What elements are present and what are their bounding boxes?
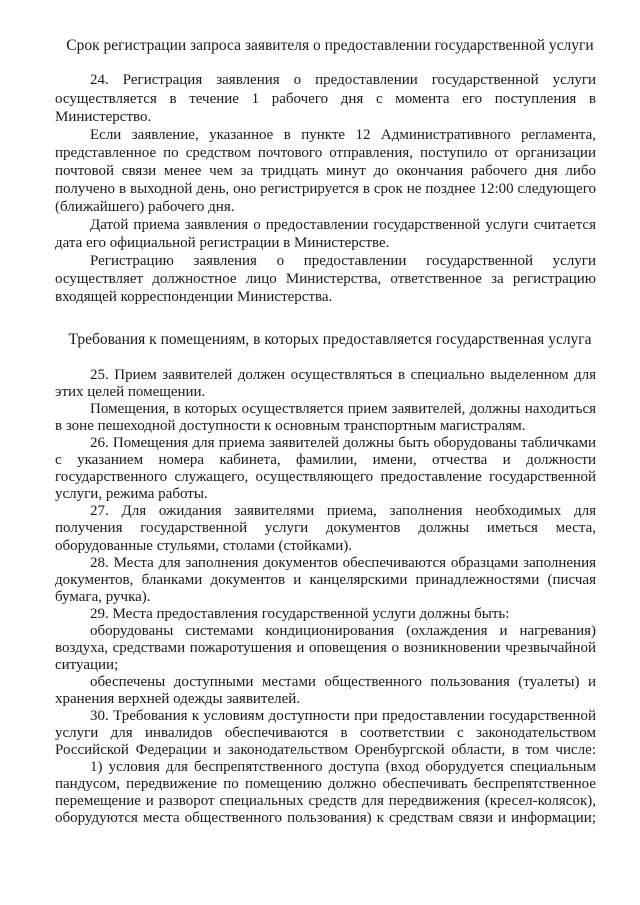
text-line: Российской Федерации и законодательством Оренбургской области, в том числе: xyxy=(55,742,596,759)
text-line: 29. Места предоставления государственной услуги должны быть: xyxy=(90,605,510,622)
text-line: в зоне пешеходной доступности к основным транспортным магистралям. xyxy=(55,418,526,435)
section-heading-premises-requirements: Требования к помещениям, в которых предоставляется государственная услуга xyxy=(68,331,592,348)
text-line: документов, бланками документов и канцелярскими принадлежностями (писчая xyxy=(55,571,596,588)
text-line: Если заявление, указанное в пункте 12 Административного регламента, xyxy=(90,127,596,143)
text-line: услуги, режима работы. xyxy=(55,486,208,503)
text-line: Министерство. xyxy=(55,109,152,125)
text-line: 26. Помещения для приема заявителей должны быть оборудованы табличками xyxy=(90,435,596,452)
text-line: оборудованы системами кондиционирования (охлаждения и нагревания) xyxy=(90,622,596,639)
text-line: услуги для инвалидов обеспечиваются в соответствии с законодательством xyxy=(55,725,596,742)
section-heading-registration-term: Срок регистрации запроса заявителя о предоставлении государственной услуги xyxy=(66,37,594,54)
text-line: почтовой связи менее чем за тридцать минут до окончания рабочего дня либо xyxy=(55,163,596,179)
text-line: воздуха, средствами пожаротушения и оповещения о возникновении чрезвычайной xyxy=(55,639,596,656)
text-line: пандусом, передвижение по помещению должно обеспечивать беспрепятственное xyxy=(55,776,596,793)
text-line: 24. Регистрация заявления о предоставлении государственной услуги xyxy=(90,72,596,88)
text-line: Помещения, в которых осуществляется прием заявителей, должны находиться xyxy=(90,401,596,418)
text-line: получено в выходной день, оно регистрируется в срок не позднее 12:00 следующего xyxy=(55,181,596,197)
text-line: перемещение и разворот специальных средств для передвижения (кресел-колясок), xyxy=(55,793,596,810)
text-line: 30. Требования к условиям доступности при предоставлении государственной xyxy=(90,708,596,724)
text-line: осуществляется в течение 1 рабочего дня с момента его поступления в xyxy=(55,91,596,107)
text-line: 28. Места для заполнения документов обеспечиваются образцами заполнения xyxy=(90,554,596,571)
text-line: 27. Для ожидания заявителями приема, заполнения необходимых для xyxy=(90,503,596,520)
text-line: бумага, ручка). xyxy=(55,588,151,605)
text-line: представленное по средством почтового отправления, поступило от организации xyxy=(55,145,596,161)
text-line: 25. Прием заявителей должен осуществляться в специально выделенном для xyxy=(90,367,596,383)
text-line: дата его официальной регистрации в Министерстве. xyxy=(55,235,390,251)
text-line: получения государственной услуги документов должны иметься места, xyxy=(55,520,596,537)
text-line: 1) условия для беспрепятственного доступа (вход оборудуется специальным xyxy=(90,759,596,776)
text-line: осуществляет должностное лицо Министерства, ответственное за регистрацию xyxy=(55,271,596,287)
text-line: оборудованные стульями, столами (стойками). xyxy=(55,537,353,554)
text-line: оборудуются места общественного пользования) к средствам связи и информации; xyxy=(55,810,596,827)
text-line: хранения верхней одежды заявителей. xyxy=(55,690,301,707)
text-line: государственного служащего, осуществляющего предоставление государственной xyxy=(55,469,596,486)
text-line: Регистрацию заявления о предоставлении государственной услуги xyxy=(90,253,596,269)
text-line: обеспечены доступными местами общественного пользования (туалеты) и xyxy=(90,673,596,690)
text-line: ситуации; xyxy=(55,656,119,673)
text-line: входящей корреспонденции Министерства. xyxy=(55,289,333,305)
text-line: с указанием номера кабинета, фамилии, имени, отчества и должности xyxy=(55,452,596,469)
text-line: этих целей помещении. xyxy=(55,384,206,401)
text-line: (ближайшего) рабочего дня. xyxy=(55,199,235,215)
text-line: Датой приема заявления о предоставлении государственной услуги считается xyxy=(90,217,596,233)
